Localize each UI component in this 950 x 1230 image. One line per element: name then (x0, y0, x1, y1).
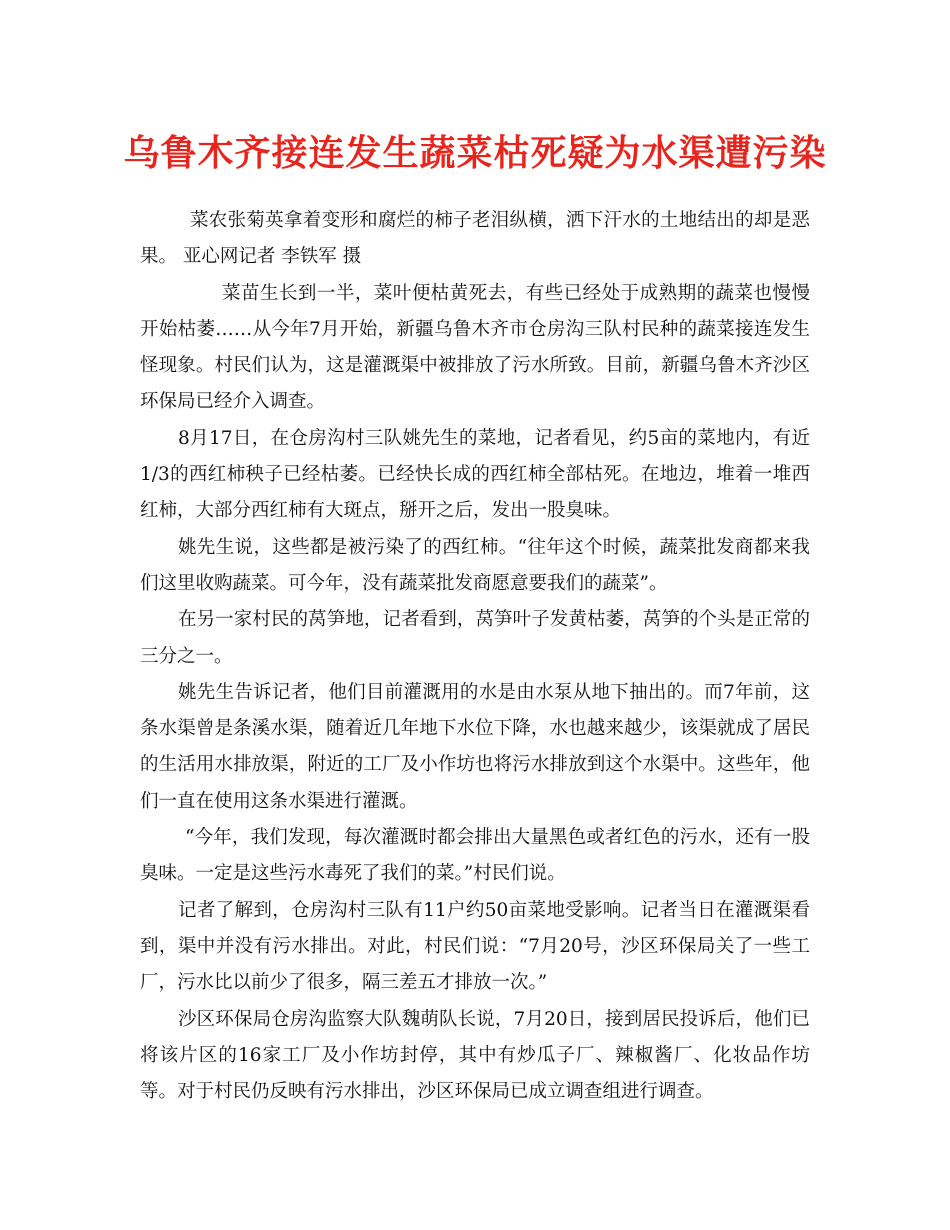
body-paragraph: 在另一家村民的莴笋地，记者看到，莴笋叶子发黄枯萎，莴笋的个头是正常的三分之一。 (140, 609, 810, 667)
body-paragraph: 8月17日，在仓房沟村三队姚先生的菜地，记者看见，约5亩的菜地内，有近1/3的西红柿秧子已经枯萎。已经快长成的西红柿全部枯死。在地边，堆着一堆西红柿，大部分西红柿有大斑点，掰开之后，发出一股臭味。 (140, 427, 810, 522)
photo-caption: 菜农张菊英拿着变形和腐烂的柿子老泪纵横，洒下汗水的土地结出的却是恶果。 亚心网记者 李铁军 摄 (140, 210, 810, 268)
article-title: 乌鲁木齐接连发生蔬菜枯死疑为水渠遭污染 (123, 132, 827, 174)
body-paragraph: 姚先生说，这些都是被污染了的西红柿。“往年这个时候，蔬菜批发商都来我们这里收购蔬菜。可今年，没有蔬菜批发商愿意要我们的蔬菜”。 (140, 536, 810, 594)
lead-paragraph: 菜苗生长到一半，菜叶便枯黄死去，有些已经处于成熟期的蔬菜也慢慢开始枯萎……从今年7月开始，新疆乌鲁木齐市仓房沟三队村民种的蔬菜接连发生怪现象。村民们认为，这是灌溉渠中被排放了污水所致。目前，新疆乌鲁木齐沙区环保局已经介入调查。 (140, 282, 810, 413)
body-paragraph: 沙区环保局仓房沟监察大队魏萌队长说，7月20日，接到居民投诉后，他们已将该片区的16家工厂及小作坊封停，其中有炒瓜子厂、辣椒酱厂、化妆品作坊等。对于村民仍反映有污水排出，沙区环保局已成立调查组进行调查。 (140, 1008, 810, 1103)
body-paragraph: 姚先生告诉记者，他们目前灌溉用的水是由水泵从地下抽出的。而7年前，这条水渠曾是条溪水渠，随着近几年地下水位下降，水也越来越少，该渠就成了居民的生活用水排放渠，附近的工厂及小作坊也将污水排放到这个水渠中。这些年，他们一直在使用这条水渠进行灌溉。 (140, 681, 810, 812)
article-body (140, 203, 810, 1110)
body-paragraph: 记者了解到，仓房沟村三队有11户约50亩菜地受影响。记者当日在灌溉渠看到，渠中并没有污水排出。对此，村民们说：“7月20号，沙区环保局关了一些工厂，污水比以前少了很多，隔三差五才排放一次。” (140, 899, 810, 994)
quote-paragraph: “今年，我们发现，每次灌溉时都会排出大量黑色或者红色的污水，还有一股臭味。一定是这些污水毒死了我们的菜。”村民们说。 (140, 827, 810, 885)
